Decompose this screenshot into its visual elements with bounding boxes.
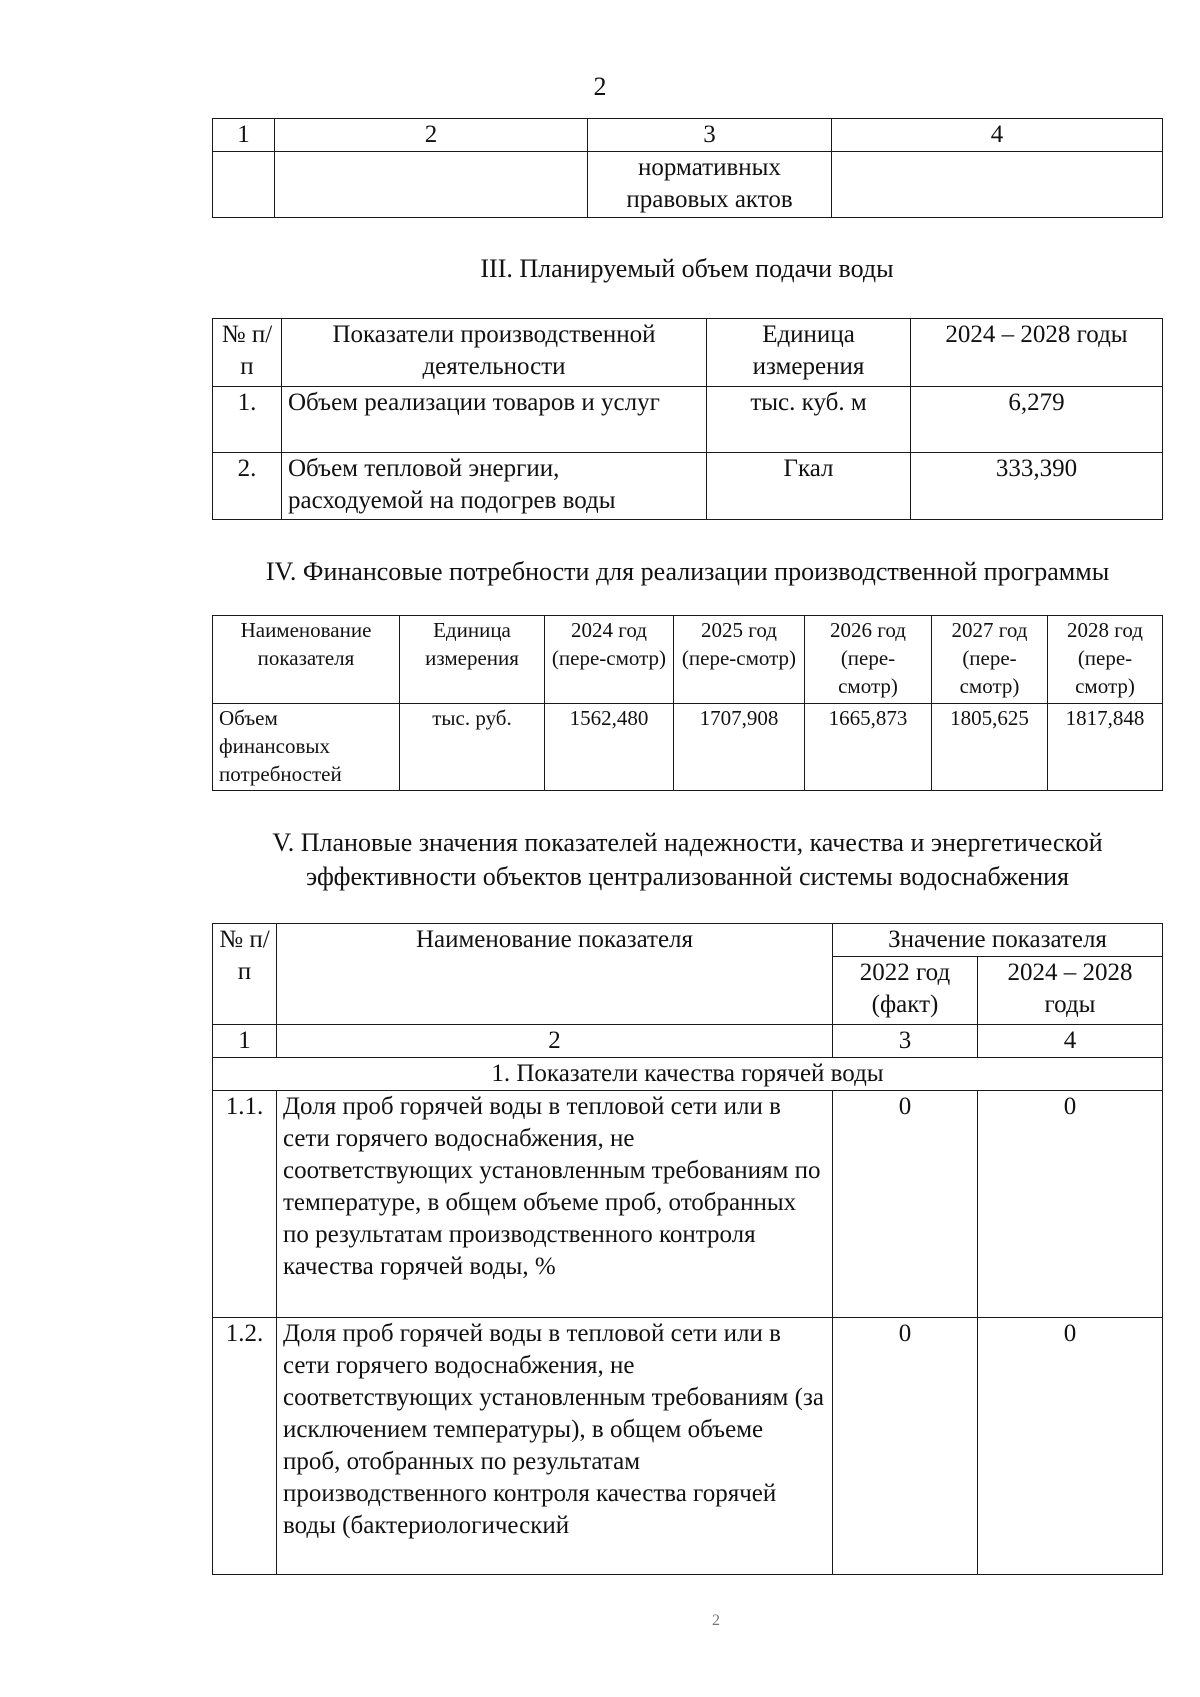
header-cell: 2024 год (пере-смотр) bbox=[545, 616, 674, 704]
header-cell: 2022 год (факт) bbox=[833, 957, 978, 1025]
table-cell: тыс. руб. bbox=[400, 704, 545, 791]
table-cell: 0 bbox=[833, 1318, 978, 1575]
page-number: 2 bbox=[593, 72, 607, 101]
continuation-table bbox=[212, 118, 1163, 218]
table-header-row bbox=[213, 319, 1163, 387]
header-cell: Наименование показателя bbox=[213, 616, 400, 704]
header-cell: Единица измерения bbox=[707, 319, 911, 387]
table-cell: 1 bbox=[213, 1025, 277, 1058]
table-cell: 6,279 bbox=[911, 387, 1163, 453]
footer-mark: 2 bbox=[712, 1612, 720, 1629]
header-cell: 2027 год (пере-смотр) bbox=[932, 616, 1048, 704]
header-cell: Значение показателя bbox=[833, 924, 1163, 957]
table-cell: Гкал bbox=[707, 453, 911, 520]
table-cell: 0 bbox=[833, 1091, 978, 1318]
table-row bbox=[213, 1058, 1163, 1091]
table-cell: 3 bbox=[833, 1025, 978, 1058]
header-cell: № п/п bbox=[213, 319, 282, 387]
section3-table bbox=[212, 318, 1163, 520]
table-cell: 1665,873 bbox=[805, 704, 932, 791]
table-cell bbox=[275, 152, 588, 218]
table-row bbox=[213, 704, 1163, 791]
section5-title-line2: эффективности объектов централизованной системы водоснабжения bbox=[305, 862, 1070, 891]
table-cell: нормативных правовых актов bbox=[588, 152, 832, 218]
table-row bbox=[213, 1091, 1163, 1318]
table-row bbox=[213, 453, 1163, 520]
table-cell: 0 bbox=[978, 1318, 1163, 1575]
table-cell: 4 bbox=[978, 1025, 1163, 1058]
header-cell: 2028 год (пере-смотр) bbox=[1048, 616, 1163, 704]
header-cell: 2025 год (пере-смотр) bbox=[674, 616, 805, 704]
table-row bbox=[213, 1025, 1163, 1058]
table-cell: Доля проб горячей воды в тепловой сети или в сети горячего водоснабжения, не соответствующих установленным требованиям (за исключением температуры), в общем объеме проб, отобранных по результатам производственного контроля качества горячей воды (бактериологический bbox=[277, 1318, 833, 1575]
table-cell: 1817,848 bbox=[1048, 704, 1163, 791]
table-cell: 1.2. bbox=[213, 1318, 277, 1575]
header-cell: 2024 – 2028 годы bbox=[911, 319, 1163, 387]
table-cell: 2 bbox=[275, 119, 588, 152]
table-cell: 333,390 bbox=[911, 453, 1163, 520]
table-cell: Объем реализации товаров и услуг bbox=[282, 387, 707, 453]
table-header-row bbox=[213, 924, 1163, 957]
table-cell: Объем тепловой энергии, расходуемой на подогрев воды bbox=[282, 453, 707, 520]
table-cell: 1707,908 bbox=[674, 704, 805, 791]
table-row bbox=[213, 387, 1163, 453]
header-cell: № п/п bbox=[213, 924, 277, 1025]
table-cell: 1.1. bbox=[213, 1091, 277, 1318]
header-cell: 2024 – 2028 годы bbox=[978, 957, 1163, 1025]
section4-title: IV. Финансовые потребности для реализации производственной программы bbox=[265, 557, 1110, 586]
section5-table bbox=[212, 923, 1163, 1575]
table-cell: Объем финансовых потребностей bbox=[213, 704, 400, 791]
table-row bbox=[213, 1318, 1163, 1575]
table-cell: 4 bbox=[832, 119, 1163, 152]
table-row bbox=[213, 119, 1163, 152]
table-cell: 1805,625 bbox=[932, 704, 1048, 791]
table-cell: 0 bbox=[978, 1091, 1163, 1318]
table-cell: 2. bbox=[213, 453, 282, 520]
table-row bbox=[213, 152, 1163, 218]
header-cell: Единица измерения bbox=[400, 616, 545, 704]
table-cell: 1562,480 bbox=[545, 704, 674, 791]
table-cell: тыс. куб. м bbox=[707, 387, 911, 453]
table-cell bbox=[832, 152, 1163, 218]
section5-title-line1: V. Плановые значения показателей надежности, качества и энергетической bbox=[272, 828, 1103, 857]
header-cell: Показатели производственной деятельности bbox=[282, 319, 707, 387]
header-cell: 2026 год (пере-смотр) bbox=[805, 616, 932, 704]
table-header-row bbox=[213, 616, 1163, 704]
section3-title: III. Планируемый объем подачи воды bbox=[480, 254, 894, 283]
table-cell: 1 bbox=[213, 119, 275, 152]
table-cell: 3 bbox=[588, 119, 832, 152]
table-cell bbox=[213, 152, 275, 218]
header-cell: Наименование показателя bbox=[277, 924, 833, 1025]
table-cell: 2 bbox=[277, 1025, 833, 1058]
table-cell: Доля проб горячей воды в тепловой сети или в сети горячего водоснабжения, не соответствующих установленным требованиям по температуре, в общем объеме проб, отобранных по результатам производственного контроля качества горячей воды, % bbox=[277, 1091, 833, 1318]
table-cell: 1. bbox=[213, 387, 282, 453]
section4-table bbox=[212, 615, 1163, 791]
group-heading-cell: 1. Показатели качества горячей воды bbox=[213, 1058, 1163, 1091]
